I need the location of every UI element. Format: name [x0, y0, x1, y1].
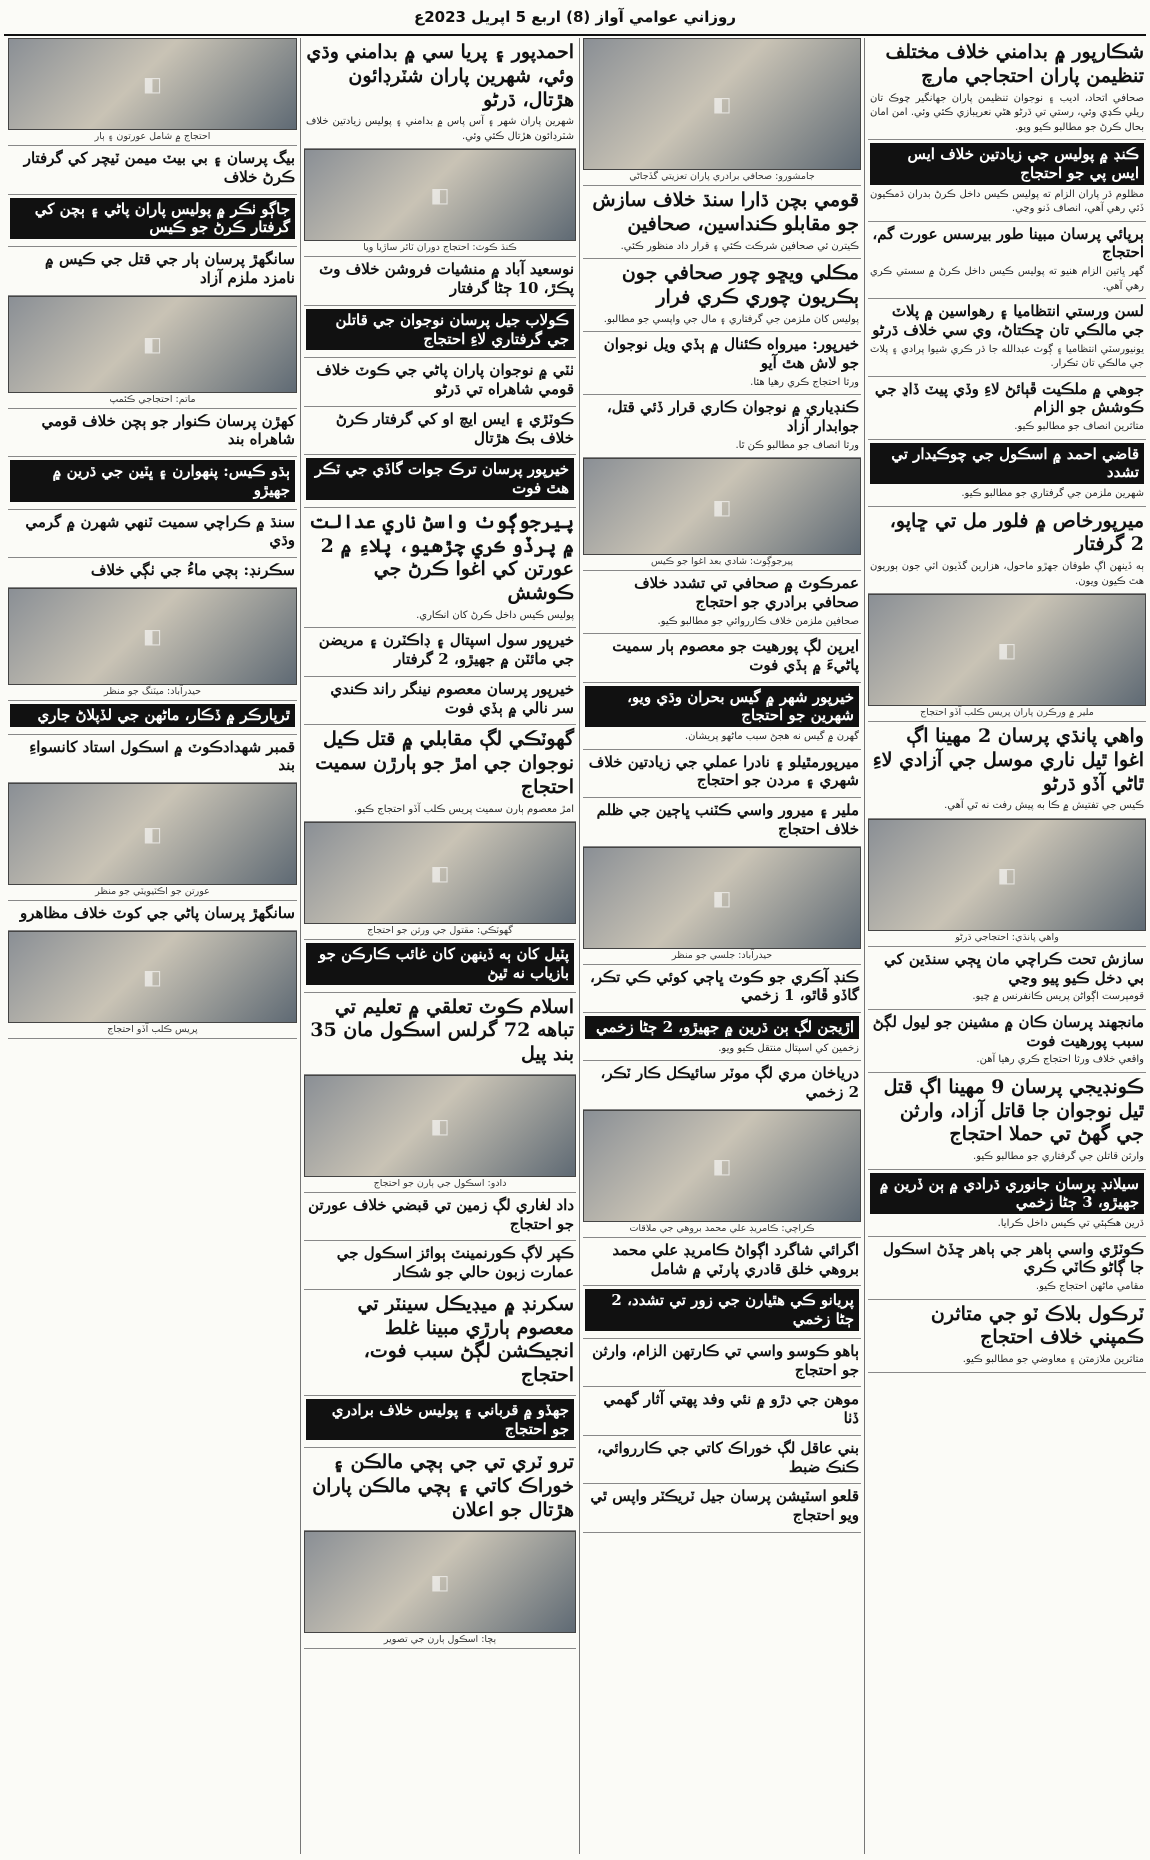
story-headline: کهڙن پرسان ڪنوار جو ٻچن خلاف قومي شاهراه بند: [41, 411, 295, 449]
columns-grid: [4, 38, 1146, 1854]
story-headline: سازش تحت ڪراچي مان ڀڄي سنڌين کي بي دخل ڪيو پيو وڃي: [883, 949, 1144, 987]
news-story: [8, 457, 297, 510]
news-story: [583, 186, 861, 259]
masthead: [4, 0, 1146, 36]
story-headline: ٽرڪول بلاڪ ٽو جي متاثرن ڪمپني خلاف احتجاج: [930, 1302, 1144, 1349]
news-story: [868, 722, 1146, 819]
story-headline: خيرپور: ميرواه ڪئنال ۾ ٻڏي ويل نوجوان جو لاش هٿ آيو: [603, 335, 859, 372]
image-icon: ◧: [430, 1113, 450, 1138]
story-headline: ڪپر لاڳ ڪورنمينٽ ٻوائز اسڪول جي عمارت زبون حالي جو شڪار: [336, 1244, 574, 1281]
image-icon: ◧: [143, 964, 162, 989]
masthead-title: روزاني عوامي آواز (8) اربع 5 اپريل 2023ع: [414, 8, 736, 26]
photo-caption: عورتن جو اڪٽيويٽي جو منظر: [8, 885, 297, 901]
news-photo: [304, 149, 576, 257]
story-body: ڌرين هڪٻئي تي ڪيس داخل ڪرايا.: [997, 1218, 1144, 1229]
news-story: [8, 735, 297, 784]
photo-placeholder: [583, 38, 861, 170]
story-headline: ترو ٽري تي جي ٻچي مالڪن ۽ خوراڪ کاتي ۽ ٻچي مالڪن پاران هڙتال جو اعلان: [312, 1451, 574, 1521]
news-photo: [8, 38, 297, 146]
story-body: پوليس ڪيس داخل ڪرڻ کان انڪاري.: [416, 609, 574, 621]
story-headline: شڪارپور ۾ بدامني خلاف مختلف تنظيمن پاران احتجاجي مارچ: [885, 41, 1144, 87]
story-headline: قمبر شهدادڪوٽ ۾ اسڪول استاد کانسواءِ بند: [29, 737, 295, 775]
photo-placeholder: [583, 847, 861, 949]
story-body: مقامي ماڻهن احتجاج ڪيو.: [1035, 1281, 1144, 1292]
story-headline: ڪونڊيجي پرسان 9 مهينا اڳ قتل ٿيل نوجوان جا قاتل آزاد، وارثن جي گهڻ تي حملا احتجاج: [883, 1075, 1144, 1146]
news-story: [304, 725, 576, 822]
story-headline: مڪلي ويڇو چور صحافي جون ٻڪريون چوري ڪري فرار: [621, 262, 859, 308]
news-story: [304, 993, 576, 1075]
story-headline: واهي پانڌي پرسان 2 مهينا اڳ اغوا ٿيل ناري موسل جي آزادي لاءِ ٿاڻي آڏو ڌرڻو: [872, 725, 1144, 795]
news-story: [8, 195, 297, 248]
story-body: صحافي اتحاد، اديب ۽ نوجوان تنظيمن پاران جهانگير چوڪ تان ريلي ڪڍي وئي، رستي تي ڌرڻو هڻي نعريبازي ڪئي وئي. امن امان بحال ڪرڻ جو مطالبو ڪيو ويو.: [870, 92, 1144, 133]
image-icon: ◧: [712, 92, 732, 116]
story-headline: اسلام ڪوٽ تعلقي ۾ تعليم تي تباهه 72 گرلس اسڪول مان 35 بند پيل: [310, 995, 574, 1065]
news-story: [304, 306, 576, 359]
photo-placeholder: [8, 588, 297, 685]
story-body: وارثن قاتلن جي گرفتاري جو مطالبو ڪيو.: [973, 1151, 1144, 1162]
news-photo: [304, 1075, 576, 1193]
news-story: [8, 146, 297, 195]
story-body: شهرين پاران شهر ۽ آس پاس ۾ بدامني ۽ پوليس زيادتين خلاف شٽرڊائون هڙتال ڪئي وئي.: [306, 116, 574, 142]
story-headline: لسن ورستي انتظاميا ۽ رهواسين ۾ پلاٽ جي مالڪي تان ڇڪتاڻ، وي سي خلاف ڌرڻو: [872, 302, 1144, 339]
news-story: [583, 683, 861, 750]
news-story: [583, 395, 861, 458]
story-headline: جوهي ۾ ملڪيت ڦٻائڻ لاءِ وڏي پيٽ ڏاڍ جي ڪوشش جو الزام: [874, 379, 1144, 417]
photo-placeholder: [8, 931, 297, 1023]
image-icon: ◧: [430, 183, 450, 208]
story-headline: جاڳو ٺڪر ۾ پوليس پاران پاڻي ۽ ٻچن کي گرفتار ڪرڻ جو ڪيس: [10, 198, 295, 240]
story-body: امڙ معصوم ٻارن سميت پريس ڪلب آڏو احتجاج ڪيو.: [354, 803, 574, 815]
news-story: [583, 1013, 861, 1061]
news-photo: [868, 819, 1146, 947]
news-story: [304, 38, 576, 149]
story-headline: ٿرپارڪر ۾ ڏڪار، ماڻهن جي لڏپلاڻ جاري: [10, 704, 295, 727]
story-headline: پٽيل کان ٻه ڏينهن کان غائب ڪارڪن جو بازياب نه ٿيڻ: [306, 943, 574, 985]
story-body: متاثرين انصاف جو مطالبو ڪيو.: [1014, 421, 1144, 432]
story-headline: خيرپور پرسان معصوم نينگر راند ڪندي سر نالي ۾ ٻڏي فوت: [330, 679, 574, 717]
story-body: يونيورسٽي انتظاميا ۽ ڳوٺ عبدالله جا ڌر ڪري شيوا پرادي ۽ پلاٽ جي مالڪي تان تڪرار.: [870, 343, 1144, 369]
news-story: [583, 332, 861, 395]
news-story: [304, 407, 576, 456]
image-icon: ◧: [143, 822, 162, 846]
news-story: [583, 634, 861, 683]
story-headline: سڪرنڊ: ٻچي ماءُ جي ٺڳي خلاف: [90, 561, 295, 579]
photo-placeholder: [583, 458, 861, 555]
story-headline: اڙيجن لڳ ٻن ڌرين ۾ جهيڙو، 2 ڄڻا زخمي: [585, 1016, 859, 1039]
news-story: [868, 1237, 1146, 1300]
photo-placeholder: [868, 819, 1146, 931]
photo-placeholder: [304, 149, 576, 241]
image-icon: ◧: [143, 72, 162, 96]
photo-caption: حيدرآباد: ميٽنگ جو منظر: [8, 685, 297, 701]
news-story: [583, 1484, 861, 1533]
photo-caption: گهوٽڪي: مقتول جي ورثن جو احتجاج: [304, 924, 576, 940]
news-story: [304, 455, 576, 508]
news-photo: [583, 847, 861, 965]
photo-placeholder: [583, 1110, 861, 1222]
column-1: [868, 38, 1146, 1854]
photo-placeholder: [8, 783, 297, 885]
story-headline: قومي بچن ڌارا سنڌ خلاف سازش جو مقابلو ڪنداسين، صحافين: [592, 189, 859, 235]
image-icon: ◧: [430, 1569, 450, 1594]
news-story: [868, 1010, 1146, 1073]
news-story: [583, 1339, 861, 1388]
news-story: [868, 1300, 1146, 1373]
news-photo: [8, 296, 297, 409]
story-headline: نوسعيد آباد ۾ منشيات فروشن خلاف وٽ پڪڙ، 10 ڄڻا گرفتار: [319, 260, 574, 297]
news-photo: [583, 1110, 861, 1238]
news-photo: [304, 822, 576, 940]
story-body: گهر ڀاتين الزام هنيو ته پوليس ڪيس داخل ڪرڻ ۾ سستي ڪري رهي آهي.: [870, 266, 1144, 292]
photo-caption: ملير ۾ ورڪرن پاران پريس ڪلب آڏو احتجاج: [868, 706, 1146, 722]
photo-caption: جامشورو: صحافي برادري پاران تعزيتي گڏجاڻي: [583, 170, 861, 186]
story-body: ورثا احتجاج ڪري رهيا هئا.: [750, 376, 859, 388]
image-icon: ◧: [143, 332, 162, 356]
story-headline: ڪنڊ ۾ پوليس جي زيادتين خلاف ايس ايس پي جو احتجاج: [870, 143, 1144, 185]
story-headline: خيرپور شهر ۾ گيس بحران وڌي ويو، شهرين جو احتجاج: [585, 686, 859, 728]
column-3: [304, 38, 576, 1854]
photo-caption: احتجاج ۾ شامل عورتون ۽ ٻار: [8, 130, 297, 146]
news-story: [868, 377, 1146, 440]
story-headline: ٻرپائي پرسان مبينا طور بيرسس عورت گم، احتجاج: [872, 224, 1144, 262]
image-icon: ◧: [712, 494, 732, 519]
story-headline: ڪنڊياري ۾ نوجوان ڪاري قرار ڏئي قتل، جوابدار آزاد: [606, 398, 859, 435]
story-body: ٻه ڏينهن اڳ طوفان جهڙو ماحول، هزارين گڏيون اٽي جون ٻوريون هٿ ڪيون ويون.: [870, 561, 1144, 587]
news-story: [583, 965, 861, 1014]
news-story: [8, 901, 297, 931]
story-headline: پيرجوڳوٺ واسڻ ناري عدالت ۾ پرڏو ڪري چڙهيو، پلاءِ ۾ 2 عورتن کي اغوا ڪرڻ جي ڪوشش: [309, 510, 574, 604]
story-headline: مانجهند پرسان ڪان ۾ مشينن جو ليول لڳڻ سبب پورهيت فوت: [872, 1012, 1144, 1050]
news-story: [304, 1241, 576, 1290]
column-divider: [300, 38, 301, 1854]
story-headline: بني عاقل لڳ خوراڪ کاتي جي ڪارروائي، ڪنڪ ضبط: [597, 1438, 859, 1476]
news-story: [304, 508, 576, 629]
story-headline: ٻاهو ڪوسو واسي تي ڪارتهن الزام، وارثن جو احتجاج: [592, 1341, 859, 1379]
story-body: زخمين کي اسپتال منتقل ڪيو ويو.: [718, 1042, 859, 1054]
column-2: [583, 38, 861, 1854]
story-headline: قاضي احمد ۾ اسڪول جي چوڪيدار تي تشدد: [870, 443, 1144, 485]
story-headline: اگرائي شاگرد اڳواڻ ڪامريڊ علي محمد بروهي خلق قادري پارٽي ۾ شامل: [612, 1240, 859, 1278]
image-icon: ◧: [712, 1153, 732, 1178]
story-body: شهرين ملزمن جي گرفتاري جو مطالبو ڪيو.: [961, 488, 1144, 499]
news-story: [583, 259, 861, 332]
news-photo: [583, 458, 861, 571]
column-divider: [579, 38, 580, 1854]
news-story: [8, 510, 297, 559]
story-body: صحافين ملزمن خلاف ڪارروائي جو مطالبو ڪيو.: [657, 615, 859, 627]
story-headline: بيگ پرسان ۽ بي بيٽ ميمن ٽيچر کي گرفتار ڪرڻ خلاف: [23, 149, 295, 186]
story-headline: ڪوٽڙي ۽ ايس ايچ او کي گرفتار ڪرڻ خلاف بڪ هڙتال: [335, 409, 574, 447]
story-headline: ڪنڊ آڪري جو ڪوٽ ڀاڄي کوئي ڪي تڪر، گاڏو ڦاٿو، 1 زخمي: [589, 967, 859, 1005]
story-body: متاثرين ملازمتن ۽ معاوضي جو مطالبو ڪيو.: [962, 1354, 1144, 1365]
image-icon: ◧: [712, 885, 732, 910]
news-photo: [8, 783, 297, 901]
news-story: [304, 1290, 576, 1396]
story-headline: داد لغاري لڳ زمين تي قبضي خلاف عورتن جو احتجاج: [308, 1195, 574, 1233]
story-headline: سيلانڊ پرسان جانوري ڌرادي ۾ ٻن ڏرين ۾ جهيڙو، 3 ڄڻا زخمي: [870, 1173, 1144, 1215]
news-story: [583, 1286, 861, 1339]
news-story: [304, 677, 576, 726]
news-story: [8, 247, 297, 296]
story-headline: ايرپن لڳ پورهيت جو معصوم ٻار سميت پاڻيءَ ۾ ٻڏي فوت: [612, 637, 859, 674]
story-headline: سکرنڊ ۾ ميڊيڪل سينٽر تي معصوم ٻارڙي مبينا غلط انجيڪشن لڳڻ سبب فوت، احتجاج: [357, 1292, 574, 1386]
news-story: [868, 947, 1146, 1010]
story-headline: خيرپور پرسان ترڪ جوات گاڏي جي ٽڪر هٿ فوت: [306, 458, 574, 500]
news-story: [583, 1061, 861, 1110]
photo-placeholder: [304, 1531, 576, 1633]
photo-caption: ڪنڌ ڪوٽ: احتجاج دوران ٽائر ساڙيا ويا: [304, 241, 576, 257]
image-icon: ◧: [997, 862, 1017, 887]
news-story: [583, 571, 861, 634]
story-body: قومپرست اڳواڻن پريس ڪانفرنس ۾ چيو.: [972, 991, 1144, 1003]
news-story: [868, 440, 1146, 507]
photo-placeholder: [304, 1075, 576, 1177]
news-story: [868, 507, 1146, 595]
image-icon: ◧: [997, 638, 1017, 662]
news-photo: [8, 931, 297, 1039]
story-headline: جهڏو ۾ قرباني ۽ پوليس خلاف برادري جو احتجاج: [306, 1399, 574, 1441]
story-body: ڪيترن ئي صحافين شرڪت ڪئي ۽ قرار داد منظور ڪئي.: [620, 240, 859, 252]
photo-caption: ٻچا: اسڪول ٻارن جي تصوير: [304, 1633, 576, 1649]
news-story: [583, 1387, 861, 1436]
news-story: [583, 798, 861, 847]
image-icon: ◧: [143, 624, 162, 649]
story-body: مظلوم ڌر پاران الزام ته پوليس ڪيس داخل ڪرڻ بدران ڌمڪيون ڏئي رهي آهي، انصاف ڏنو وڃي.: [870, 188, 1144, 214]
photo-caption: واهي پانڌي: احتجاجي ڌرڻو: [868, 931, 1146, 947]
story-headline: گهوٽڪي لڳ مقابلي ۾ قتل ڪيل نوجوان جي امڙ جو ٻارڙن سميت احتجاج: [315, 728, 574, 798]
news-story: [868, 299, 1146, 377]
news-story: [8, 409, 297, 458]
news-story: [868, 140, 1146, 222]
story-body: واقعي خلاف ورثا احتجاج ڪري رهيا آهن.: [976, 1054, 1144, 1066]
news-story: [868, 38, 1146, 140]
news-photo: [583, 38, 861, 186]
photo-placeholder: [8, 38, 297, 130]
news-photo: [868, 594, 1146, 722]
news-photo: [8, 588, 297, 701]
news-story: [868, 222, 1146, 300]
story-headline: ڪوٽڙي واسي ٻاهر جي ٻاهر ڇڏڻ اسڪول جا ڳاڻو ڪاٽي ڪري: [883, 1239, 1144, 1277]
image-icon: ◧: [430, 861, 450, 885]
news-story: [868, 1073, 1146, 1170]
story-headline: سانگهڙ پرسان ٻار جي قتل جي ڪيس ۾ نامزد ملزم آزاد: [44, 250, 295, 287]
story-body: گهرن ۾ گيس نه هجڻ سبب ماڻهو پريشان.: [684, 731, 859, 742]
story-headline: سنڌ ۾ ڪراچي سميت ٽنهي شهرن ۾ گرمي وڌي: [25, 512, 295, 550]
photo-caption: حيدرآباد: جلسي جو منظر: [583, 949, 861, 965]
column-4: [8, 38, 297, 1854]
photo-caption: پريس ڪلب آڏو احتجاج: [8, 1023, 297, 1039]
story-body: پوليس کان ملزمن جي گرفتاري ۽ مال جي واپسي جو مطالبو.: [603, 313, 859, 325]
column-divider: [864, 38, 865, 1854]
story-headline: موهن جي دڙو ۾ نئي وفد پهتي آثار گهمي ڏٺا: [603, 1390, 859, 1427]
news-story: [304, 628, 576, 677]
story-headline: پريانو ڪي هٿيارن جي زور تي تشدد، 2 ڄڻا زخمي: [585, 1289, 859, 1331]
news-story: [868, 1170, 1146, 1237]
story-headline: خيرپور سول اسپتال ۽ ڊاڪٽرن ۽ مريضن جي مائٽن ۾ جهيڙو، 2 گرفتار: [318, 631, 574, 668]
photo-caption: ڪراچي: ڪامريڊ علي محمد بروهي جي ملاقات: [583, 1222, 861, 1238]
news-story: [8, 701, 297, 735]
story-headline: ميرپورمٿيلو ۽ نادرا عملي جي زيادتين خلاف شهري ۽ مردن جو احتجاج: [588, 752, 859, 790]
photo-caption: پيرجوڳوٺ: شادي بعد اغوا جو ڪيس: [583, 555, 861, 571]
story-headline: احمدپور ۽ پريا سي ۾ بدامني وڌي وئي، شهرين پاران شٽرڊائون هڙتال، ڌرڻو: [306, 41, 574, 111]
photo-caption: ماتم: احتجاجي ڪئمپ: [8, 393, 297, 409]
photo-caption: دادو: اسڪول جي ٻارن جو احتجاج: [304, 1177, 576, 1193]
news-story: [304, 1193, 576, 1242]
news-story: [304, 1396, 576, 1449]
news-story: [583, 1436, 861, 1485]
news-story: [304, 358, 576, 407]
photo-placeholder: [8, 296, 297, 393]
story-headline: عمرڪوٽ ۾ صحافي تي تشدد خلاف صحافي برادري جو احتجاج: [634, 574, 859, 611]
story-body: ورثا انصاف جو مطالبو ڪن ٿا.: [735, 439, 859, 451]
photo-placeholder: [868, 594, 1146, 706]
news-story: [583, 750, 861, 799]
story-body: ڪيس جي تفتيش ۾ ڪا به پيش رفت نه ٿي آهي.: [944, 800, 1144, 812]
story-headline: ملير ۽ ميرور واسي ڪٽنب ڀاڄين جي ظلم خلاف احتجاج: [596, 801, 859, 838]
story-headline: ٺٽي ۾ نوجوان پاران پاڻي جي ڪوٽ خلاف قومي شاهراه تي ڌرڻو: [316, 361, 574, 398]
news-story: [583, 1238, 861, 1287]
news-story: [304, 257, 576, 306]
story-headline: ميرپورخاص ۾ فلور مل تي ڇاپو، 2 گرفتار: [889, 509, 1144, 556]
story-headline: قلعو اسٽيشن پرسان جيل ٽريڪٽر واپس ٿي ويو احتجاج: [590, 1487, 859, 1524]
story-headline: سانگهڙ پرسان پاڻي جي کوٽ خلاف مظاهرو: [19, 904, 295, 922]
story-headline: ڪولاب جيل پرسان نوجوان جي قاتلن جي گرفتاري لاءِ احتجاج: [306, 309, 574, 351]
news-story: [304, 940, 576, 993]
news-story: [8, 558, 297, 588]
news-photo: [304, 1531, 576, 1649]
photo-placeholder: [304, 822, 576, 924]
story-headline: ٻڌو ڪيس: پنهوارن ۽ ڀٽين جي ڌرين ۾ جهيڙو: [10, 460, 295, 502]
story-headline: درياخان مري لڳ موٽر سائيڪل ڪار ٽڪر، 2 زخمي: [600, 1064, 859, 1101]
news-story: [304, 1448, 576, 1530]
